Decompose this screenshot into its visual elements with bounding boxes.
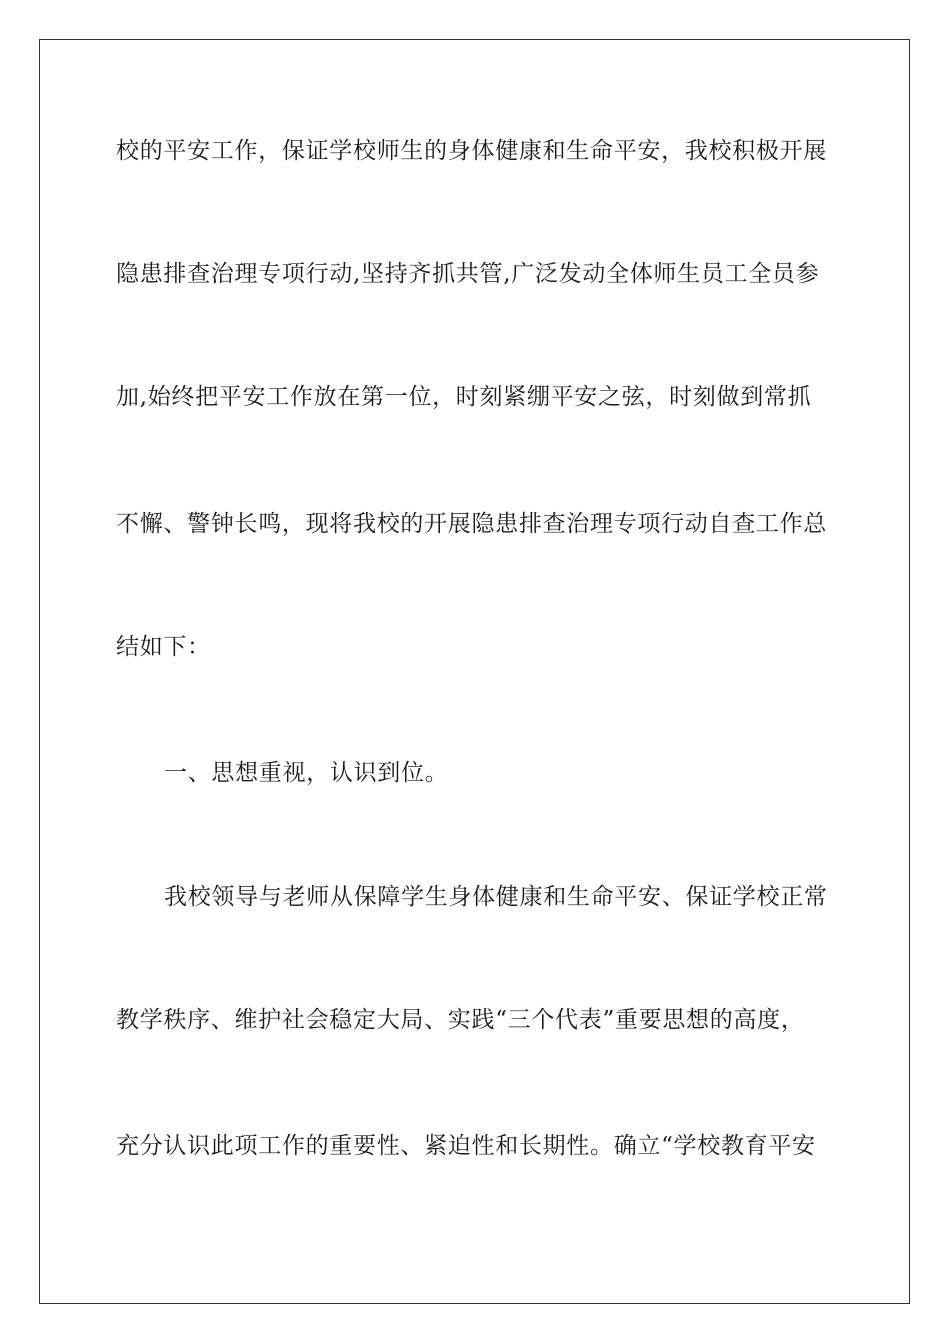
body-text-line: 隐患排查治理专项行动,坚持齐抓共管,广泛发动全体师生员工全员参 [116,261,820,287]
body-text-line: 教学秩序、维护社会稳定大局、实践“三个代表”重要思想的高度， [116,1007,805,1033]
section-heading: 一、思想重视，认识到位。 [164,760,449,786]
body-text-line: 我校领导与老师从保障学生身体健康和生命平安、保证学校正常 [164,884,828,910]
page-border [39,39,910,1304]
body-text-line: 充分认识此项工作的重要性、紧迫性和长期性。确立“学校教育平安 [116,1133,816,1159]
body-text-line: 结如下： [116,634,211,660]
body-text-line: 不懈、警钟长鸣，现将我校的开展隐患排查治理专项行动自查工作总 [116,511,827,537]
body-text-line: 校的平安工作，保证学校师生的身体健康和生命平安，我校积极开展 [116,138,827,164]
body-text-line: 加,始终把平安工作放在第一位，时刻紧绷平安之弦，时刻做到常抓 [116,384,812,410]
